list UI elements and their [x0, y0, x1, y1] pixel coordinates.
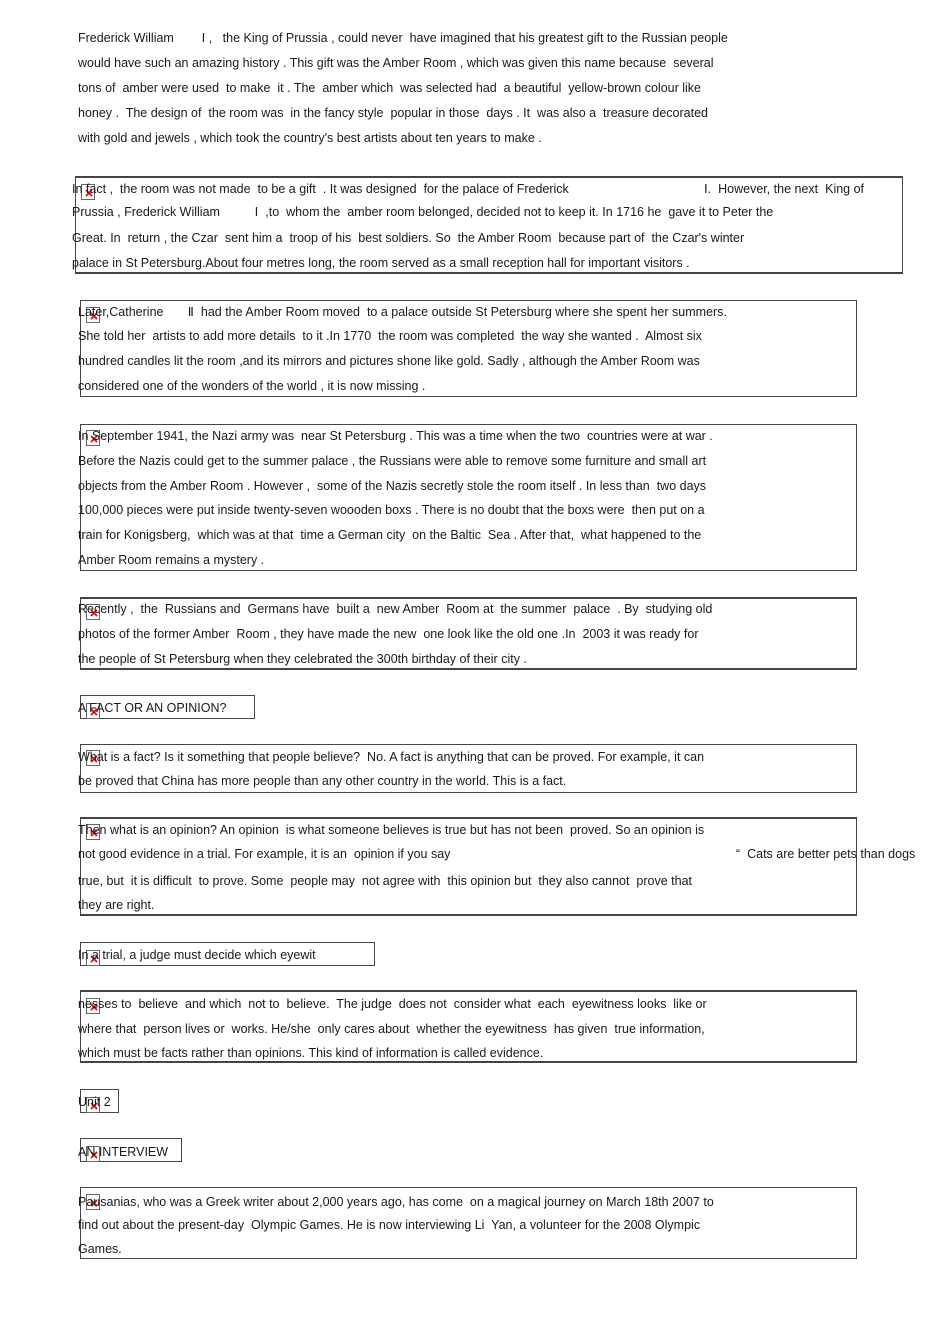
intro-line-2: would have such an amazing history . This gift was the Amber Room , which was given this name because several	[78, 56, 714, 70]
para9-line-3: Games.	[78, 1242, 122, 1256]
para3-line-4: 100,000 pieces were put inside twenty-seven woooden boxs . There is no doubt that the boxs were then put on a	[78, 503, 705, 517]
para1-line-1-tail: Ⅰ. However, the next King of	[704, 182, 865, 196]
intro-line-5: with gold and jewels , which took the country's best artists about ten years to make .	[78, 131, 542, 145]
para5-line-1: What is a fact? Is it something that people believe? No. A fact is anything that can be proved. For example, it can	[78, 750, 705, 764]
para8-line-1: nesses to believe and which not to believe. The judge does not consider what each eyewitness looks like or	[78, 997, 707, 1011]
section-heading-interview: AN INTERVIEW	[78, 1145, 169, 1159]
para2-line-3: hundred candles lit the room ,and its mirrors and pictures shone like gold. Sadly , although the Amber Room was	[78, 354, 700, 368]
para6-line-1: Then what is an opinion? An opinion is what someone believes is true but has not been proved. So an opinion is	[78, 823, 705, 837]
para4-line-1: Recently , the Russians and Germans have built a new Amber Room at the summer palace . By studying old	[78, 602, 713, 616]
para1-line-4: palace in St Petersburg.About four metres long, the room served as a small reception hall for important visitors .	[72, 256, 690, 270]
para6-line-2-tail: “ Cats are better pets than dogs	[736, 847, 916, 861]
para6-line-4: they are right.	[78, 898, 155, 912]
intro-line-4: honey . The design of the room was in the fancy style popular in those days . It was also a treasure decorated	[78, 106, 708, 120]
para8-line-2: where that person lives or works. He/she only cares about whether the eyewitness has given true information,	[78, 1022, 705, 1036]
para6-line-2: not good evidence in a trial. For example, it is an opinion if you say	[78, 847, 451, 861]
para3-line-2: Before the Nazis could get to the summer palace , the Russians were able to remove some furniture and small art	[78, 454, 707, 468]
para4-line-3: the people of St Petersburg when they celebrated the 300th birthday of their city .	[78, 652, 527, 666]
para1-line-3: Great. In return , the Czar sent him a troop of his best soldiers. So the Amber Room because part of the Czar's winter	[72, 231, 745, 245]
para1-line-1: In fact , the room was not made to be a gift . It was designed for the palace of Frederick	[72, 182, 569, 196]
para6-line-3: true, but it is difficult to prove. Some people may not agree with this opinion but they also cannot prove that	[78, 874, 693, 888]
section-heading-fact-opinion: A FACT OR AN OPINION?	[78, 701, 227, 715]
para3-line-5: train for Konigsberg, which was at that time a German city on the Baltic Sea . After that, what happened to the	[78, 528, 702, 542]
para2-line-4: considered one of the wonders of the world , it is now missing .	[78, 379, 426, 393]
para9-line-1: Pausanias, who was a Greek writer about 2,000 years ago, has come on a magical journey on March 18th 2007 to	[78, 1195, 714, 1209]
para2-line-1: Later,Catherine Ⅱ had the Amber Room moved to a palace outside St Petersburg where she spent her summers.	[78, 305, 727, 319]
para3-line-1: In September 1941, the Nazi army was near St Petersburg . This was a time when the two countries were at war .	[78, 429, 713, 443]
para4-line-2: photos of the former Amber Room , they have made the new one look like the old one .In 2003 it was ready for	[78, 627, 699, 641]
paragraph-box-3	[80, 424, 857, 571]
para5-line-2: be proved that China has more people than any other country in the world. This is a fact.	[78, 774, 567, 788]
unit-heading: Unit 2	[78, 1095, 111, 1109]
para1-line-2: Prussia , Frederick William Ⅰ ,to whom the amber room belonged, decided not to keep it. In 1716 he gave it to Peter the	[72, 205, 774, 219]
intro-line-3: tons of amber were used to make it . The amber which was selected had a beautiful yellow-brown colour like	[78, 81, 701, 95]
para3-line-6: Amber Room remains a mystery .	[78, 553, 265, 567]
para7-line-1: In a trial, a judge must decide which eyewit	[78, 948, 316, 962]
para9-line-2: find out about the present-day Olympic Games. He is now interviewing Li Yan, a volunteer for the 2008 Olympic	[78, 1218, 701, 1232]
para2-line-2: She told her artists to add more details to it .In 1770 the room was completed the way she wanted . Almost six	[78, 329, 702, 343]
para8-line-3: which must be facts rather than opinions. This kind of information is called evidence.	[78, 1046, 544, 1060]
intro-line-1: Frederick William Ⅰ , the King of Prussia , could never have imagined that his greatest gift to the Russian people	[78, 31, 728, 45]
para3-line-3: objects from the Amber Room . However , some of the Nazis secretly stole the room itself . In less than two days	[78, 479, 707, 493]
